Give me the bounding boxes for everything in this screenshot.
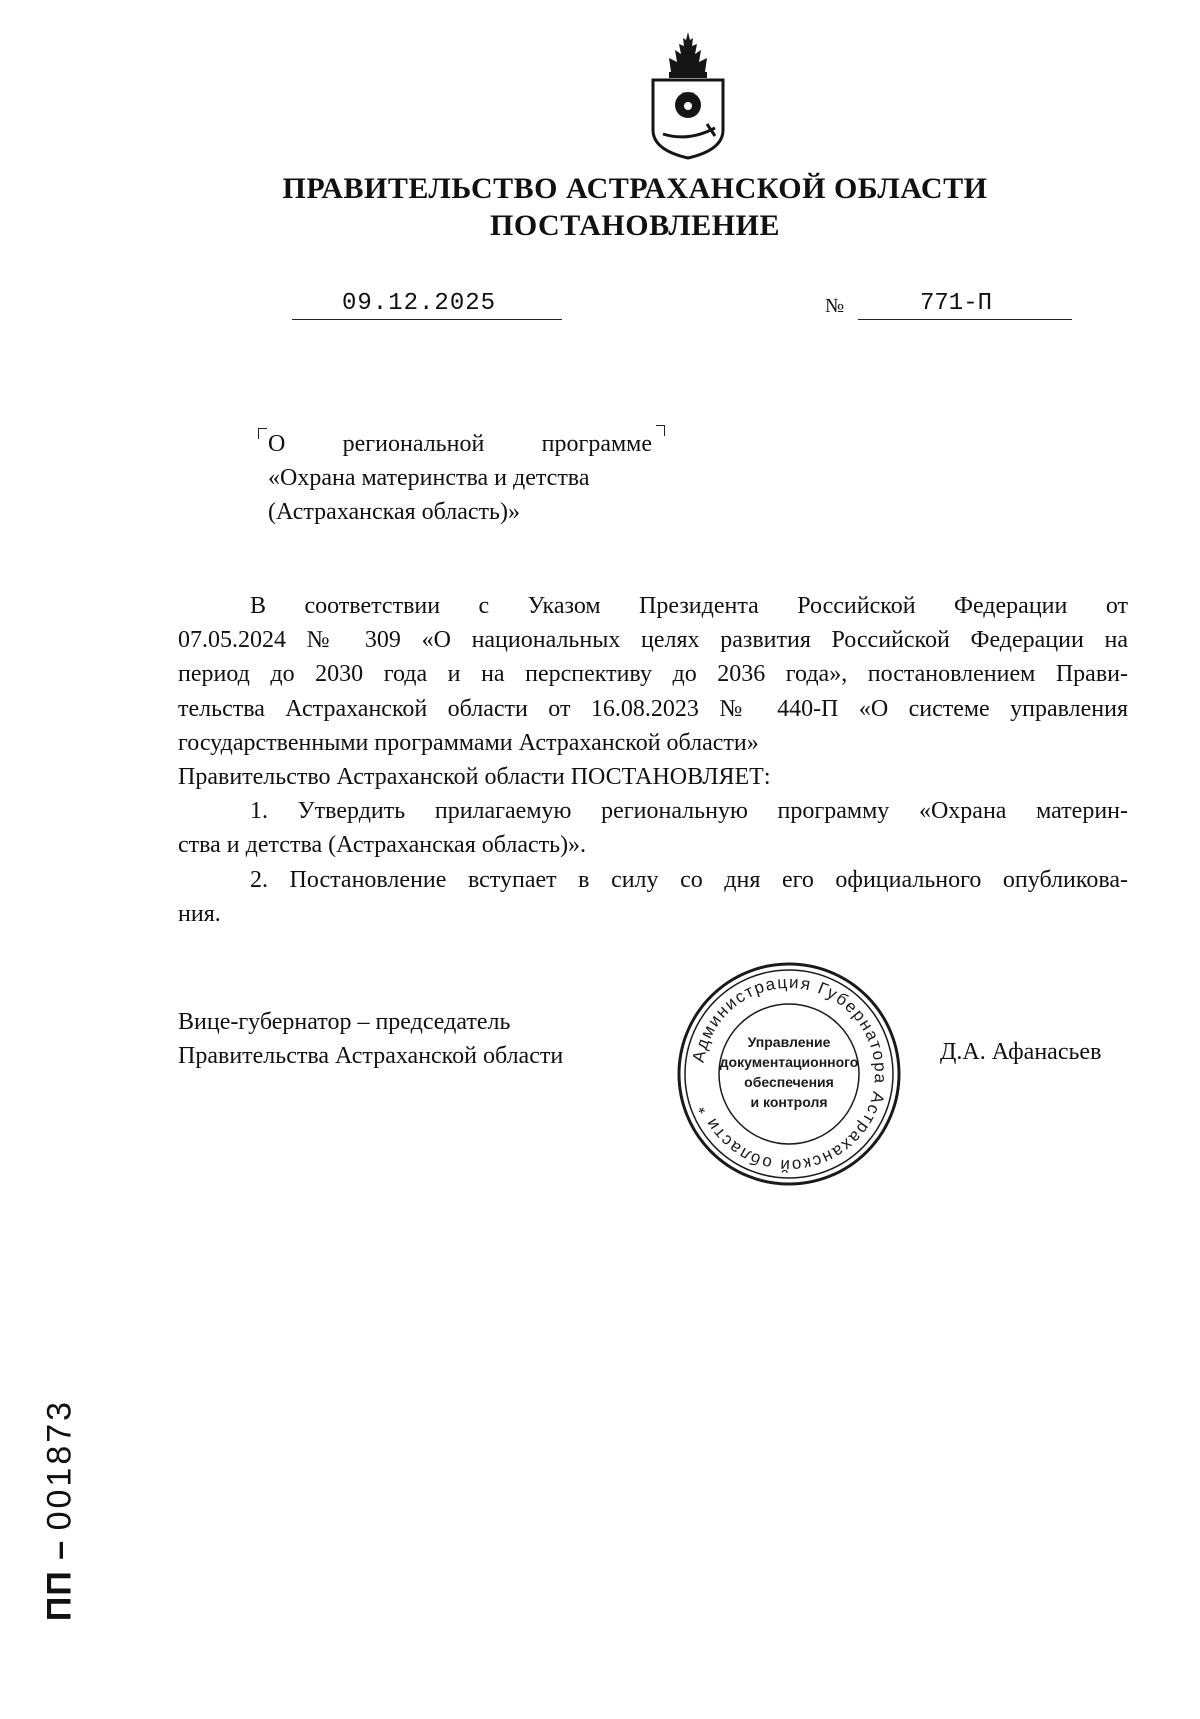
- body-line: Правительство Астраханской области ПОСТАНОВЛЯЕТ:: [178, 763, 771, 790]
- signatory-position-line-1: Вице-губернатор – председатель: [178, 1009, 511, 1035]
- document-date: 09.12.2025: [342, 290, 497, 317]
- subject-word: О: [268, 431, 286, 457]
- subject-word: региональной: [342, 431, 485, 457]
- document-type-title: ПОСТАНОВЛЕНИЕ: [490, 209, 780, 242]
- subject-bracket-left: [258, 428, 267, 439]
- date-underline: [292, 319, 562, 320]
- serial-number: 001873: [40, 1398, 79, 1531]
- stamp-center-line: обеспечения: [744, 1074, 834, 1090]
- subject-word: программе: [541, 431, 652, 457]
- signatory-name: Д.А. Афанасьев: [940, 1039, 1102, 1065]
- form-serial-number: [40, 1380, 80, 1640]
- number-underline: [858, 319, 1072, 320]
- government-title: ПРАВИТЕЛЬСТВО АСТРАХАНСКОЙ ОБЛАСТИ: [282, 172, 988, 205]
- body-line: ства и детства (Астраханская область)».: [178, 832, 587, 859]
- coat-of-arms-emblem: [645, 30, 731, 160]
- stamp-ring-text: Администрация Губернатора Астраханской области *: [688, 972, 891, 1176]
- body-line: 2. Постановление вступает в силу со дня его официального опубликова-: [250, 866, 1128, 893]
- subject-line-3: (Астраханская область)»: [268, 499, 520, 525]
- body-line: тельства Астраханской области от 16.08.2023 № 440-П «О системе управления: [178, 695, 1128, 722]
- body-line: 07.05.2024 № 309 «О национальных целях развития Российской Федерации на: [178, 627, 1128, 654]
- body-line: В соответствии с Указом Президента Российской Федерации от: [250, 593, 1128, 619]
- subject-line-2: «Охрана материнства и детства: [268, 465, 590, 491]
- subject-line-1: [268, 431, 652, 458]
- subject-bracket-right: [656, 425, 665, 436]
- stamp-center-line: документационного: [719, 1054, 859, 1070]
- document-number: 771-П: [920, 290, 993, 317]
- body-line: ния.: [178, 900, 221, 927]
- signatory-position-line-2: Правительства Астраханской области: [178, 1043, 564, 1069]
- body-line: 1. Утвердить прилагаемую региональную программу «Охрана материн-: [250, 798, 1128, 825]
- body-line: государственными программами Астраханской области»: [178, 729, 759, 756]
- body-line: период до 2030 года и на перспективу до 2036 года», постановлением Прави-: [178, 661, 1128, 688]
- stamp-center-line: и контроля: [750, 1094, 828, 1110]
- stamp-center-line: Управление: [747, 1034, 831, 1050]
- serial-prefix: ПП –: [40, 1539, 79, 1622]
- resolution-body: [178, 589, 1128, 931]
- official-stamp: [676, 961, 902, 1187]
- number-label: №: [825, 295, 845, 317]
